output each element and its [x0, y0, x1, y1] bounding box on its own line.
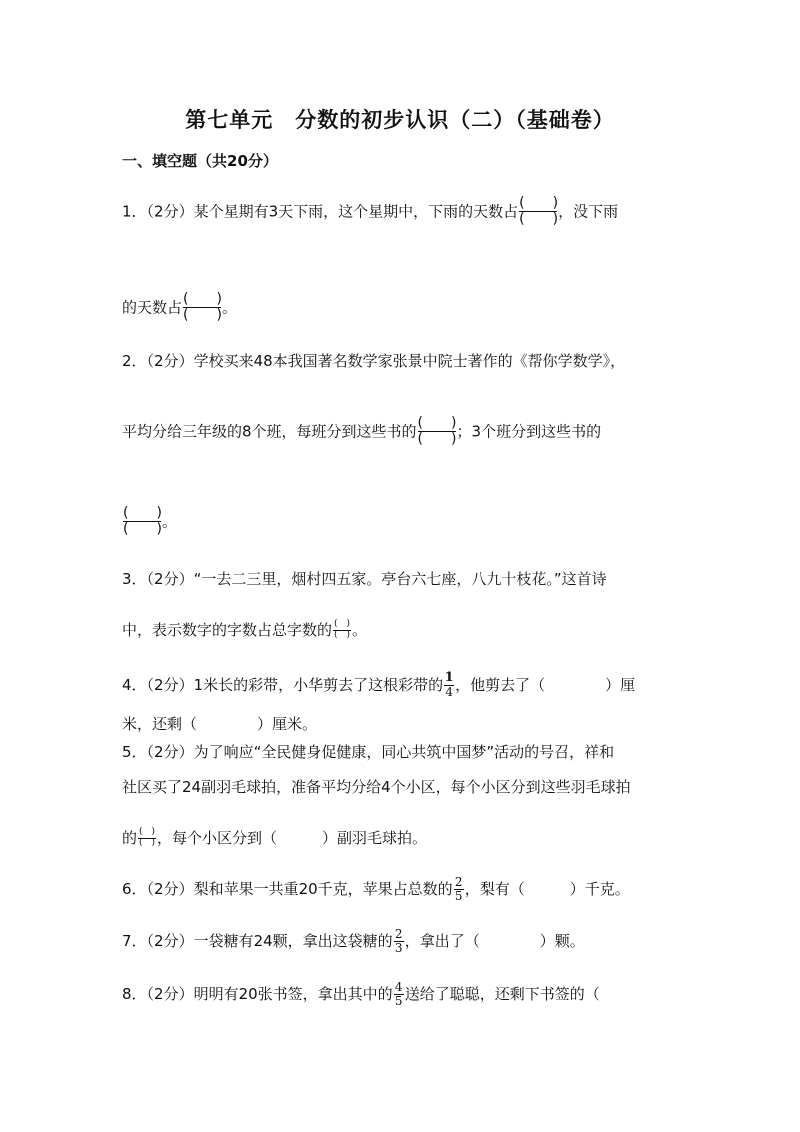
question-4-line-2	[122, 712, 317, 736]
answer-blank-fraction[interactable]: $\frac{( )}{( )}$	[139, 827, 156, 848]
q3-text-2-after: 。	[352, 621, 368, 639]
q7-text-after: ，拿出了（ ）颗。	[404, 932, 585, 951]
question-7-line-1	[122, 928, 585, 955]
q3-text-2: 中，表示数字的字数占总字数的	[122, 621, 333, 639]
page-title: 第七单元 分数的初步认识（二）（基础卷）	[185, 108, 615, 132]
q5-text: 5．（2分）为了响应“全民健身促健康，同心共筑中国梦”活动的号召，祥和	[122, 743, 615, 761]
q2-text-3: 。	[162, 512, 178, 531]
q5-text-3-after: ，每个小区分到（ ）副羽毛球拍。	[157, 829, 428, 847]
fraction-two-thirds: $\frac{2}{3}$	[394, 927, 403, 956]
question-1-line-2	[122, 292, 237, 324]
fraction-two-fifths: $\frac{2}{5}$	[454, 875, 463, 904]
fraction-four-fifths: $\frac{4}{5}$	[394, 980, 403, 1009]
question-5-line-3	[122, 826, 427, 850]
question-2-line-1	[122, 349, 625, 373]
q1-text-after: ，没下雨	[558, 202, 619, 221]
q7-text: 7．（2分）一袋糖有24颗，拿出这袋糖的	[122, 932, 393, 951]
question-5-line-2	[122, 775, 631, 799]
question-2-line-2	[122, 416, 601, 448]
q4-text-2: 米，还剩（ ）厘米。	[122, 715, 318, 733]
q6-text: 6．（2分）梨和苹果一共重20千克，苹果占总数的	[122, 880, 453, 899]
question-3-line-1	[122, 567, 607, 591]
question-3-line-2	[122, 618, 367, 642]
q2-text-2-after: ；3个班分到这些书的	[456, 422, 602, 441]
q1-text-2: 的天数占	[122, 298, 183, 317]
q3-text: 3．（2分）“一去二三里，烟村四五家。亭台六七座，八九十枝花。”这首诗	[122, 570, 607, 588]
question-5-line-1	[122, 740, 614, 764]
q6-text-after: ，梨有（ ）千克。	[464, 880, 630, 899]
question-6-line-1	[122, 876, 630, 903]
q5-text-3: 的	[122, 829, 138, 847]
q2-text-2: 平均分给三年级的8个班，每班分到这些书的	[122, 422, 417, 441]
answer-blank-fraction[interactable]: $\frac{( )}{( )}$	[417, 415, 457, 448]
q5-text-2: 社区买了24副羽毛球拍，准备平均分给4个小区，每个小区分到这些羽毛球拍	[122, 778, 631, 796]
question-1-line-1	[122, 196, 618, 228]
question-2-line-3	[122, 506, 177, 538]
answer-blank-fraction[interactable]: $\frac{( )}{( )}$	[123, 505, 162, 538]
question-4-line-1	[122, 671, 635, 699]
question-8-line-1	[122, 981, 600, 1008]
q1-text-2-after: 。	[222, 298, 238, 317]
q1-text: 1．（2分）某个星期有3天下雨，这个星期中，下雨的天数占	[122, 202, 519, 221]
q2-text: 2．（2分）学校买来48本我国著名数学家张景中院士著作的《帮你学数学》，	[122, 352, 626, 370]
answer-blank-fraction[interactable]: $\frac{( )}{( )}$	[183, 291, 222, 324]
q4-text-after: ，他剪去了（ ）厘	[455, 675, 636, 694]
answer-blank-fraction[interactable]: $\frac{( )}{( )}$	[334, 619, 351, 640]
q8-text-after: 送给了聪聪，还剩下书签的（	[404, 985, 600, 1004]
answer-blank-fraction[interactable]: $\frac{( )}{( )}$	[519, 195, 559, 228]
q8-text: 8．（2分）明明有20张书签，拿出其中的	[122, 985, 393, 1004]
section-heading: 一、填空题（共20分）	[122, 152, 278, 170]
q4-text: 4．（2分）1米长的彩带，小华剪去了这根彩带的	[122, 675, 444, 694]
fraction-one-quarter: $\frac{1}{4}$	[444, 670, 454, 700]
